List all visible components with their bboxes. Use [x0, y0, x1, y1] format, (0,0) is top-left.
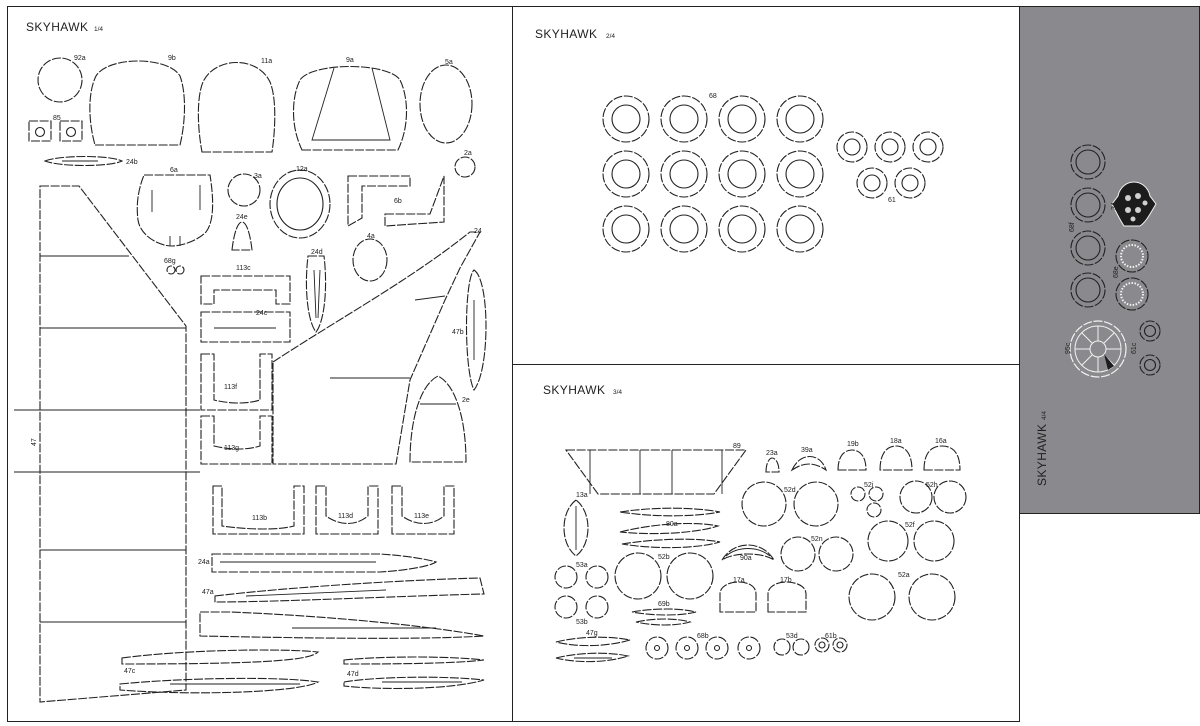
- label-24d: 24d: [311, 249, 323, 256]
- label-85: 85: [53, 115, 61, 122]
- label-39a: 39a: [801, 447, 813, 454]
- sheet-1-title: SKYHAWK: [26, 20, 89, 34]
- label-11a: 11a: [261, 58, 273, 65]
- label-24a: 24a: [198, 559, 210, 566]
- label-2e: 2e: [462, 397, 470, 404]
- label-17b: 17b: [780, 577, 792, 584]
- label-18a: 18a: [890, 438, 902, 445]
- sheet-4-title: SKYHAWK: [1035, 423, 1049, 486]
- label-9a: 9a: [346, 57, 354, 64]
- label-90a: 90a: [740, 555, 752, 562]
- label-17a: 17a: [733, 577, 745, 584]
- sheet-2-title: SKYHAWK: [535, 27, 598, 41]
- label-52a: 52a: [898, 572, 910, 579]
- label-113e: 113e: [414, 513, 430, 520]
- label-52d: 52d: [784, 487, 796, 494]
- label-113d: 113d: [338, 513, 354, 520]
- label-68: 68: [709, 93, 717, 100]
- label-89: 89: [733, 443, 741, 450]
- label-2a: 2a: [464, 150, 472, 157]
- label-47a: 47a: [202, 589, 214, 596]
- label-4a: 4a: [367, 233, 375, 240]
- label-24b: 24b: [126, 159, 138, 166]
- label-113f: 113f: [224, 384, 238, 391]
- label-80a: 80a: [666, 521, 678, 528]
- label-6a: 6a: [170, 167, 178, 174]
- label-47b: 47b: [452, 329, 464, 336]
- label-34: 34: [1111, 202, 1118, 210]
- label-61b: 61b: [825, 633, 837, 640]
- label-47: 47: [31, 438, 38, 446]
- label-68b: 68b: [697, 633, 709, 640]
- label-12a: 12a: [296, 166, 308, 173]
- label-47d: 47d: [347, 671, 359, 678]
- label-53b: 53b: [576, 619, 588, 626]
- label-68g: 68g: [164, 258, 176, 265]
- label-9b: 9b: [168, 55, 176, 62]
- label-47c: 47c: [124, 668, 136, 675]
- label-23a: 23a: [766, 450, 778, 457]
- label-6b: 6b: [394, 198, 402, 205]
- label-3a: 3a: [254, 173, 262, 180]
- sheet-3-title: SKYHAWK: [543, 383, 606, 397]
- label-52b: 52b: [658, 554, 670, 561]
- label-92a: 92a: [74, 55, 86, 62]
- label-13a: 13a: [576, 492, 588, 499]
- label-61c: 61c: [1131, 342, 1138, 354]
- label-52f: 52f: [905, 522, 915, 529]
- label-95c: 95c: [1065, 342, 1072, 354]
- label-53a: 53a: [576, 562, 588, 569]
- label-69b: 69b: [658, 601, 670, 608]
- label-5a: 5a: [445, 59, 453, 66]
- label-24: 24: [474, 228, 482, 235]
- sheet-2-frame: [513, 7, 1020, 365]
- label-61: 61: [888, 197, 896, 204]
- label-52h: 52h: [926, 482, 938, 489]
- label-24c: 24c: [256, 310, 268, 317]
- label-52n: 52n: [811, 536, 823, 543]
- label-68f: 68f: [1069, 222, 1076, 232]
- label-47g: 47g: [586, 630, 598, 637]
- label-24e: 24e: [236, 214, 248, 221]
- label-52j: 52j: [864, 482, 874, 489]
- label-113g: 113g: [224, 445, 240, 452]
- sheet-1-number: 1/4: [94, 26, 104, 33]
- label-113b: 113b: [252, 515, 268, 522]
- label-16a: 16a: [935, 438, 947, 445]
- sheet-4-number: 4/4: [1041, 410, 1048, 420]
- label-113c: 113c: [236, 265, 251, 272]
- sheet-3-number: 3/4: [613, 389, 623, 396]
- sheet-2-number: 2/4: [606, 33, 616, 40]
- sheet-3-frame: [513, 365, 1020, 722]
- label-53d: 53d: [786, 633, 798, 640]
- label-68e: 68e: [1113, 266, 1120, 278]
- label-19b: 19b: [847, 441, 859, 448]
